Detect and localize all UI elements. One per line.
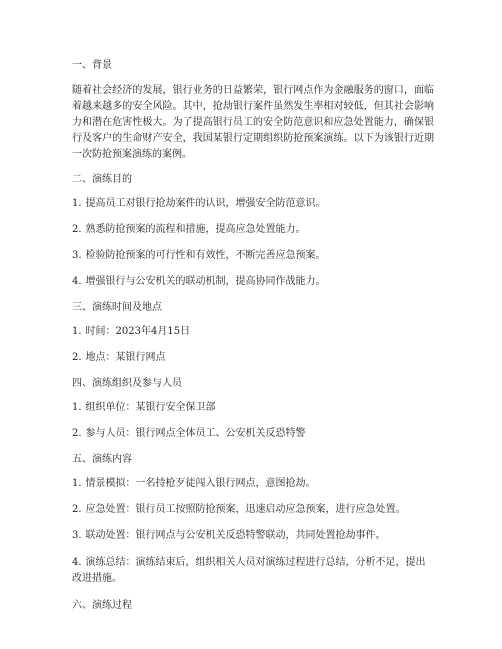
organization-item-2 bbox=[72, 427, 434, 441]
purpose-item-1 bbox=[72, 197, 434, 211]
time-place-item-2 bbox=[72, 351, 434, 365]
section-heading-content: 五、演练内容 bbox=[72, 454, 132, 465]
time-place-item-1 bbox=[72, 325, 434, 339]
section-heading-time-place: 三、演练时间及地点 bbox=[72, 302, 162, 313]
item-number: 2. bbox=[72, 504, 82, 515]
content-item-3 bbox=[72, 529, 434, 543]
document-page bbox=[72, 59, 434, 623]
section-heading-background: 一、背景 bbox=[72, 60, 112, 71]
item-number: 4. bbox=[72, 557, 82, 568]
item-text: 应急处置：银行员工按照防抢预案，迅速启动应急预案，进行应急处置。 bbox=[85, 504, 406, 515]
item-number: 1. bbox=[72, 478, 82, 489]
purpose-item-4 bbox=[72, 275, 434, 289]
item-text: 熟悉防抢预案的流程和措施，提高应急处置能力。 bbox=[85, 224, 306, 235]
item-number: 2. bbox=[72, 428, 82, 439]
content-item-1 bbox=[72, 477, 434, 491]
section-heading-purpose: 二、演练目的 bbox=[72, 174, 132, 185]
item-text: 情景模拟：一名持枪歹徒闯入银行网点，意图抢劫。 bbox=[85, 478, 316, 489]
item-number: 3. bbox=[72, 250, 82, 261]
item-number: 1. bbox=[72, 198, 82, 209]
section-heading-organization: 四、演练组织及参与人员 bbox=[72, 378, 182, 389]
purpose-item-3 bbox=[72, 249, 434, 263]
item-number: 1. bbox=[72, 326, 82, 337]
item-text: 提高员工对银行抢劫案件的认识，增强安全防范意识。 bbox=[85, 198, 326, 209]
item-text: 演练总结：演练结束后，组织相关人员对演练过程进行总结，分析不足，提出改进措施。 bbox=[72, 557, 426, 584]
item-number: 4. bbox=[72, 276, 82, 287]
item-number: 2. bbox=[72, 224, 82, 235]
item-text: 组织单位：某银行安全保卫部 bbox=[85, 402, 216, 413]
item-number: 3. bbox=[72, 530, 82, 541]
item-number: 1. bbox=[72, 402, 82, 413]
item-text: 时间：2023年4月15日 bbox=[85, 326, 191, 337]
item-text: 参与人员：银行网点全体员工、公安机关反恐特警 bbox=[85, 428, 306, 439]
purpose-item-2 bbox=[72, 223, 434, 237]
section-heading-process: 六、演练过程 bbox=[72, 600, 132, 611]
item-text: 联动处置：银行网点与公安机关反恐特警联动，共同处置抢劫事件。 bbox=[85, 530, 386, 541]
item-text: 地点：某银行网点 bbox=[85, 352, 166, 363]
item-text: 检验防抢预案的可行性和有效性，不断完善应急预案。 bbox=[85, 250, 326, 261]
content-item-4 bbox=[72, 555, 434, 587]
item-number: 2. bbox=[72, 352, 82, 363]
item-text: 增强银行与公安机关的联动机制，提高协同作战能力。 bbox=[85, 276, 326, 287]
content-item-2 bbox=[72, 503, 434, 517]
background-paragraph: 随着社会经济的发展，银行业务的日益繁荣，银行网点作为金融服务的窗口，面临着越来越多的安全风险。其中，抢劫银行案件虽然发生率相对较低，但其社会影响力和潜在危害性极大。为了提高银行员工的安全防范意识和应急处置能力，确保银行及客户的生命财产安全，我国某银行定期组织防抢预案演练。以下为该银行近期一次防抢预案演练的案例。 bbox=[72, 85, 434, 160]
organization-item-1 bbox=[72, 401, 434, 415]
